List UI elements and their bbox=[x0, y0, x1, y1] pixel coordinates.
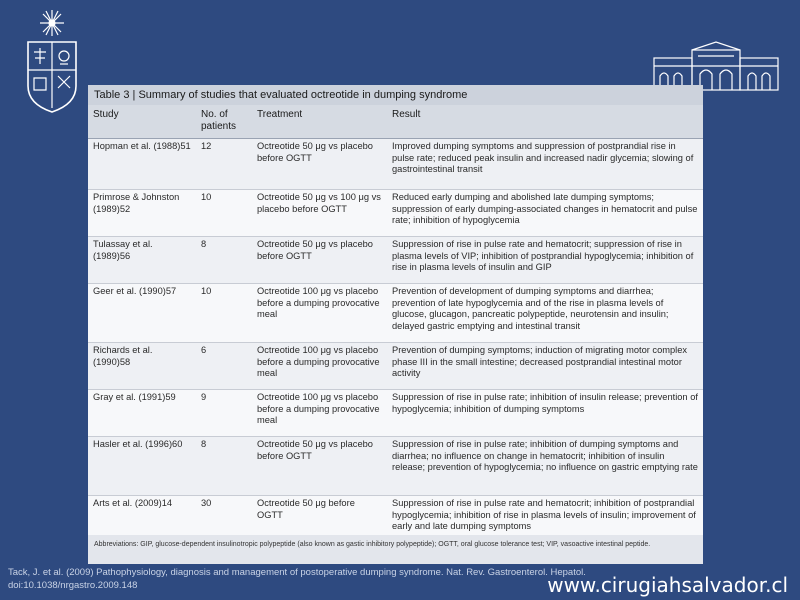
cell-treatment: Octreotide 100 μg vs placebo before a dumping provocative meal bbox=[257, 392, 380, 425]
table-row bbox=[88, 190, 703, 237]
header-result: Result bbox=[392, 109, 421, 120]
cell-study: Hopman et al. (1988)51 bbox=[93, 141, 191, 151]
cell-patients: 12 bbox=[201, 141, 212, 151]
cell-study: Geer et al. (1990)57 bbox=[93, 286, 177, 296]
cell-result: Reduced early dumping and abolished late dumping symptoms; suppression of early dumping-associated changes in hematocrit and pulse rate; inhibition of hypoglycemia bbox=[392, 192, 698, 225]
citation-line-1: Tack, J. et al. (2009) Pathophysiology, diagnosis and management of postoperative dumping syndrome. Nat. Rev. Gastroenterol. Hepatol. bbox=[8, 567, 586, 578]
table-row bbox=[88, 343, 703, 390]
table-title: Table 3 | Summary of studies that evaluated octreotide in dumping syndrome bbox=[88, 85, 703, 105]
cell-study: Tulassay et al. (1989)56 bbox=[93, 239, 153, 261]
cell-treatment: Octreotide 100 μg vs placebo before a dumping provocative meal bbox=[257, 345, 380, 378]
cell-result: Suppression of rise in pulse rate; inhibition of dumping symptoms and diarrhea; no influence on change in hematocrit; inhibition of insulin release; prevention of hypoglycemia; no influence on gastric emptying rate bbox=[392, 439, 698, 472]
header-study: Study bbox=[93, 109, 119, 120]
cell-study: Primrose & Johnston (1989)52 bbox=[93, 192, 180, 214]
cell-patients: 9 bbox=[201, 392, 207, 402]
cell-treatment: Octreotide 50 μg vs placebo before OGTT bbox=[257, 141, 373, 163]
table-row bbox=[88, 390, 703, 437]
cell-patients: 8 bbox=[201, 439, 207, 449]
cell-result: Suppression of rise in pulse rate; inhibition of insulin release; prevention of hypoglycemia; inhibition of dumping symptoms bbox=[392, 392, 698, 414]
cell-study: Richards et al. (1990)58 bbox=[93, 345, 153, 367]
cell-treatment: Octreotide 50 μg vs 100 μg vs placebo before OGTT bbox=[257, 192, 381, 214]
cell-patients: 10 bbox=[201, 192, 212, 202]
table-row bbox=[88, 284, 703, 343]
table-row bbox=[88, 139, 703, 190]
header-treatment: Treatment bbox=[257, 109, 303, 120]
cell-patients: 6 bbox=[201, 345, 207, 355]
cell-result: Prevention of dumping symptoms; induction of migrating motor complex phase III in the small intestine; decreased postprandial intestinal motor activity bbox=[392, 345, 688, 378]
cell-treatment: Octreotide 100 μg vs placebo before a dumping provocative meal bbox=[257, 286, 380, 319]
cell-treatment: Octreotide 50 μg vs placebo before OGTT bbox=[257, 239, 373, 261]
site-url: www.cirugiahsalvador.cl bbox=[547, 573, 788, 597]
cell-patients: 8 bbox=[201, 239, 207, 249]
cell-patients: 10 bbox=[201, 286, 212, 296]
studies-table bbox=[88, 85, 703, 564]
header-patients: No. of patients bbox=[201, 109, 237, 132]
cell-study: Gray et al. (1991)59 bbox=[93, 392, 176, 402]
cell-study: Arts et al. (2009)14 bbox=[93, 498, 173, 508]
abbreviations-note: Abbreviations: GIP, glucose-dependent insulinotropic polypeptide (also known as gastic inhibitory polypeptide); OGTT, oral glucose tolerance test; VIP, vasoactive intestinal peptide. bbox=[88, 535, 703, 564]
cell-result: Improved dumping symptoms and suppression of postprandial rise in pulse rate; reduced peak insulin and increased nadir glycemia; slowing of gastrointestinal transit bbox=[392, 141, 694, 174]
cell-treatment: Octreotide 50 μg vs placebo before OGTT bbox=[257, 439, 373, 461]
table-header-row bbox=[88, 105, 703, 139]
cell-patients: 30 bbox=[201, 498, 212, 508]
citation-line-2: doi:10.1038/nrgastro.2009.148 bbox=[8, 579, 138, 591]
table-row bbox=[88, 237, 703, 284]
cell-result: Suppression of rise in pulse rate and hematocrit; suppression of rise in plasma levels of VIP; inhibition of postprandial hypoglycemia; inhibition of rise in plasma levels of insulin and GIP bbox=[392, 239, 694, 272]
cell-result: Suppression of rise in pulse rate and hematocrit; inhibition of postprandial hypoglycemia; inhibition of rise in plasma levels of insulin; improvement of early and late dumping symptoms bbox=[392, 498, 696, 531]
cell-treatment: Octreotide 50 μg before OGTT bbox=[257, 498, 355, 520]
cell-study: Hasler et al. (1996)60 bbox=[93, 439, 183, 449]
table-body bbox=[88, 139, 703, 543]
university-crest-icon bbox=[20, 8, 84, 118]
cell-result: Prevention of development of dumping symptoms and diarrhea; prevention of late hypoglycemia and of the rise in plasma levels of glucose, glucagon, pancreatic polypeptide, neurotensin and insulin; delayed gastric emptying and intestinal transit bbox=[392, 286, 669, 331]
table-row bbox=[88, 437, 703, 496]
